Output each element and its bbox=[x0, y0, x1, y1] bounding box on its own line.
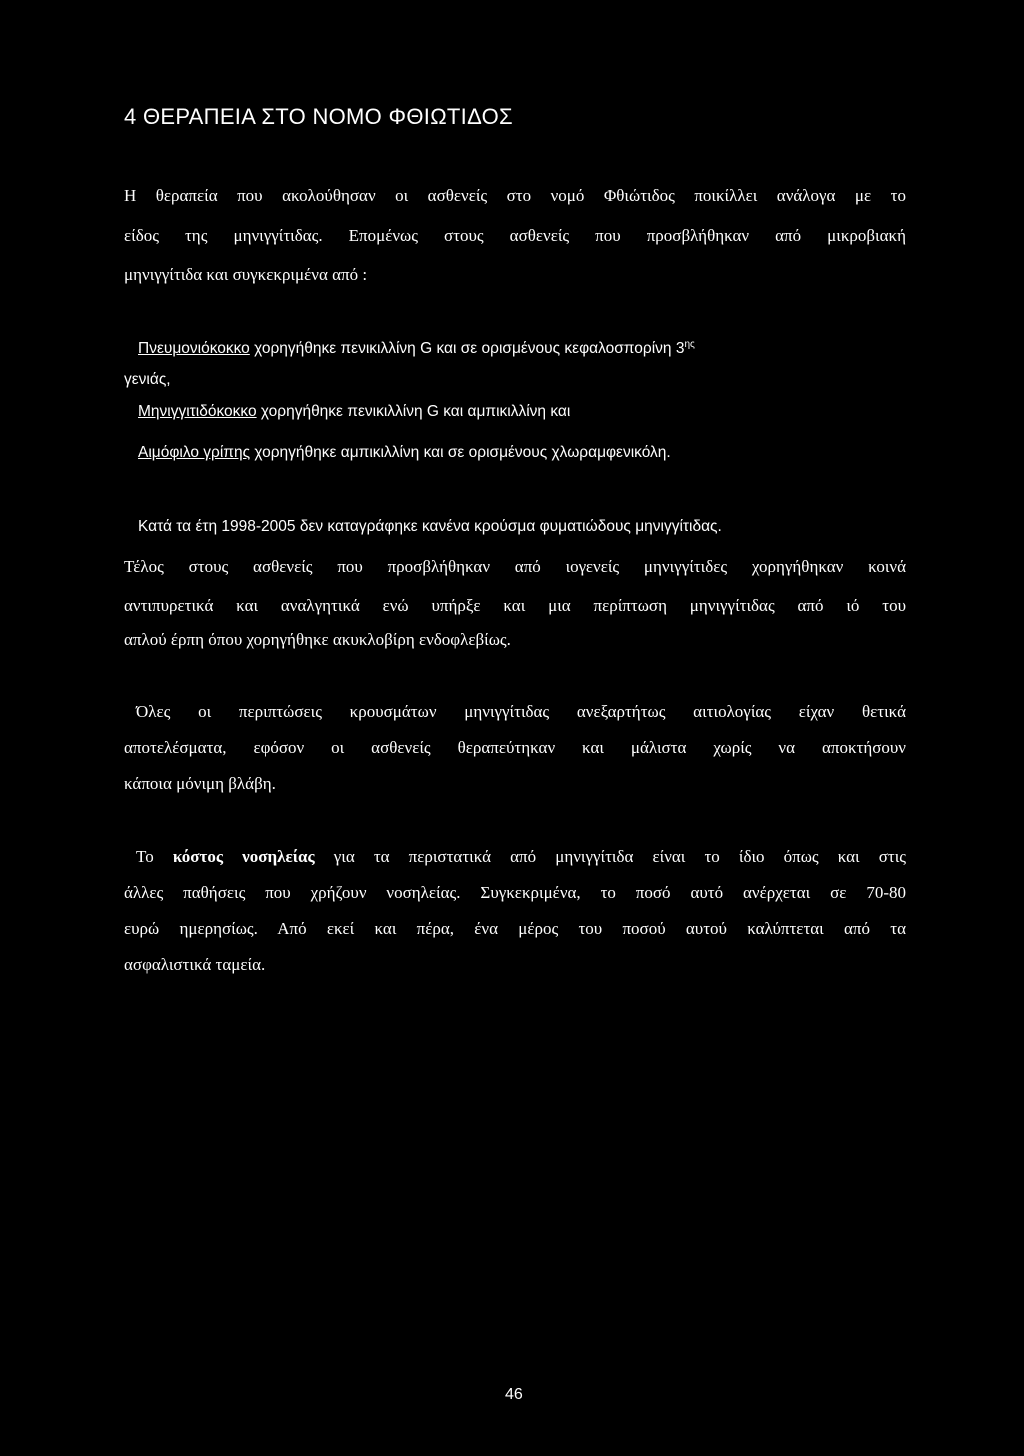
treatment-pneumococcus bbox=[138, 333, 695, 361]
meningococcus-treatment: χορηγήθηκε πενικιλλίνη G και αμπικιλλίνη και bbox=[256, 403, 571, 420]
cost-line-1-start: Το bbox=[136, 847, 173, 866]
page-number: 46 bbox=[505, 1386, 523, 1403]
cost-line-2: άλλες παθήσεις που χρήζουν νοσηλείας. Συγκεκριμένα, το ποσό αυτό ανέρχεται σε 70-80 bbox=[124, 883, 906, 902]
tb-line-2: Τέλος στους ασθενείς που προσβλήθηκαν από ιογενείς μηνιγγίτιδες χορηγήθηκαν κοινά bbox=[124, 557, 906, 576]
tb-line-3: αντιπυρετικά και αναλγητικά ενώ υπήρξε και μια περίπτωση μηνιγγίτιδας από ιό του bbox=[124, 596, 906, 615]
cost-line-3: ευρώ ημερησίως. Από εκεί και πέρα, ένα μέρος του ποσού αυτού καλύπτεται από τα bbox=[124, 919, 906, 938]
outcome-line-2: αποτελέσματα, εφόσον οι ασθενείς θεραπεύτηκαν και μάλιστα χωρίς να αποκτήσουν bbox=[124, 738, 906, 757]
intro-line-2: είδος της μηνιγγίτιδας. Επομένως στους ασθενείς που προσβλήθηκαν από μικροβιακή bbox=[124, 226, 906, 245]
outcome-line-3: κάποια μόνιμη βλάβη. bbox=[124, 774, 276, 793]
pneumococcus-treatment: χορηγήθηκε πενικιλλίνη G και σε ορισμένους κεφαλοσπορίνη 3 bbox=[249, 340, 685, 358]
intro-line-3: μηνιγγίτιδα και συγκεκριμένα από : bbox=[124, 265, 368, 284]
treatment-meningococcus bbox=[138, 400, 570, 424]
cost-line-1-end: για τα περιστατικά από μηνιγγίτιδα είναι το ίδιο όπως και στις bbox=[314, 847, 907, 866]
tb-line-4: απλού έρπη όπου χορηγήθηκε ακυκλοβίρη ενδοφλεβίως. bbox=[124, 630, 511, 649]
meningococcus-label: Μηνιγγιτιδόκοκκο bbox=[138, 403, 257, 420]
cost-line-1 bbox=[136, 845, 906, 869]
treatment-haemophilus bbox=[138, 441, 671, 465]
pneumococcus-label: Πνευμονιόκοκκο bbox=[138, 340, 250, 358]
haemophilus-label: Αιμόφιλο γρίπης bbox=[138, 444, 251, 461]
hospitalization-cost-term: κόστος νοσηλείας bbox=[172, 847, 315, 866]
cost-line-4: ασφαλιστικά ταμεία. bbox=[124, 955, 266, 974]
generation-superscript: ης bbox=[684, 339, 695, 350]
outcome-line-1: Όλες οι περιπτώσεις κρουσμάτων μηνιγγίτιδας ανεξαρτήτως αιτιολογίας είχαν θετικά bbox=[136, 702, 906, 721]
section-heading: 4 ΘΕΡΑΠΕΙΑ ΣΤΟ ΝΟΜΟ ΦΘΙΩΤΙΔΟΣ bbox=[124, 104, 513, 129]
treatment-pneumococcus-continued: γενιάς, bbox=[124, 371, 171, 388]
tb-line-1: Κατά τα έτη 1998-2005 δεν καταγράφηκε κανένα κρούσμα φυματιώδους μηνιγγίτιδας. bbox=[138, 518, 722, 535]
intro-line-1: Η θεραπεία που ακολούθησαν οι ασθενείς στο νομό Φθιώτιδος ποικίλλει ανάλογα με το bbox=[124, 186, 906, 205]
haemophilus-treatment: χορηγήθηκε αμπικιλλίνη και σε ορισμένους χλωραμφενικόλη. bbox=[250, 444, 671, 461]
